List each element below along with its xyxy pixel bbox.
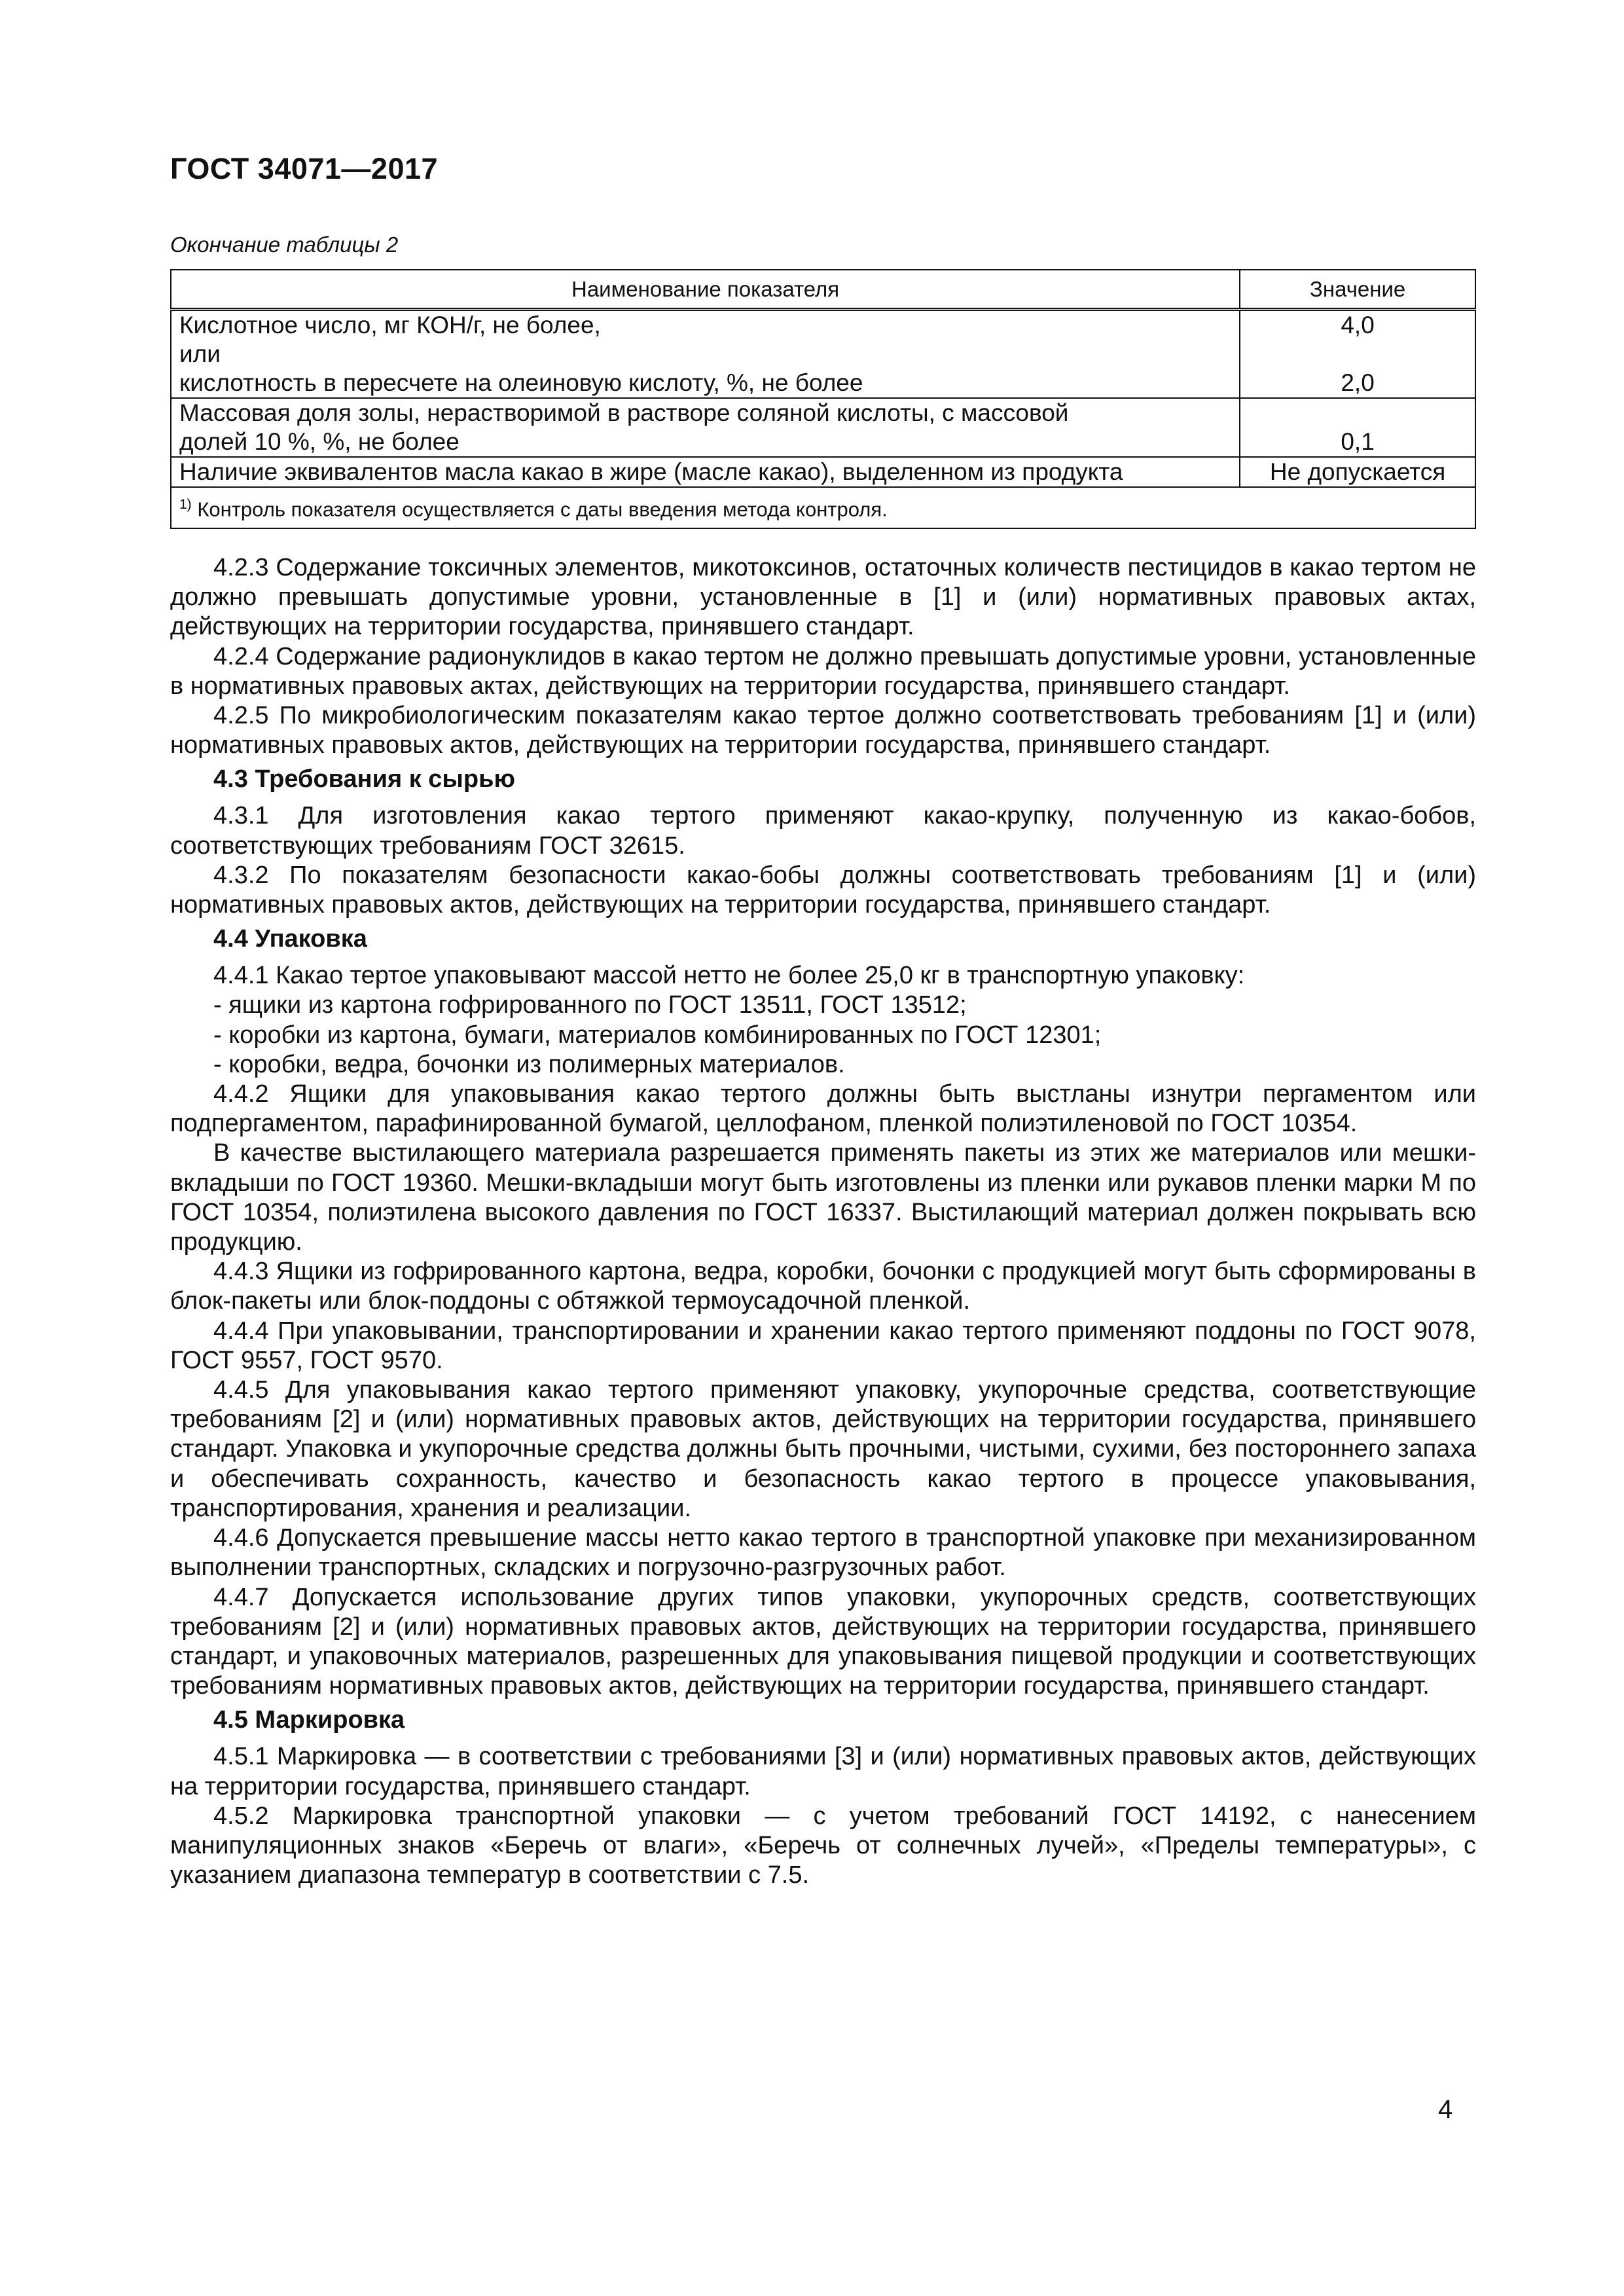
note-text: Контроль показателя осуществляется с даты введения метода контроля.	[197, 498, 888, 521]
table-cell-value: 0,1	[1240, 398, 1475, 457]
paragraph-4-5-2: 4.5.2 Маркировка транспортной упаковки — с учетом требований ГОСТ 14192, с нанесением манипуляционных знаков «Беречь от влаги», «Беречь от солнечных лучей», «Пределы температуры», с указанием диапазона температур в соответствии с 7.5.	[170, 1802, 1476, 1889]
cell-value: 4,0	[1341, 312, 1375, 338]
paragraph-4-4-2-continued: В качестве выстилающего материала разрешается применять пакеты из этих же материалов или мешки-вкладыши по ГОСТ 19360. Мешки-вкладыши могут быть изготовлены из пленки или рукавов пленки марки М по ГОСТ 10354, полиэтилена высокого давления по ГОСТ 16337. Выстилающий материал должен покрывать всю продукцию.	[170, 1139, 1476, 1256]
body-text	[170, 553, 1476, 1890]
list-item: - коробки, ведра, бочонки из полимерных материалов.	[213, 1050, 845, 1078]
paragraph-4-2-5: 4.2.5 По микробиологическим показателям какао тертое должно соответствовать требованиям [1] и (или) нормативных правовых актов, действующих на территории государства, принявшего стандарт.	[170, 702, 1476, 759]
paragraph-4-4-4: 4.4.4 При упаковывании, транспортировании и хранении какао тертого применяют поддоны по ГОСТ 9078, ГОСТ 9557, ГОСТ 9570.	[170, 1317, 1476, 1374]
indicators-table	[170, 269, 1476, 529]
paragraph-4-4-5: 4.4.5 Для упаковывания какао тертого применяют упаковку, укупорочные средства, соответствующие требованиям [2] и (или) нормативных правовых актов, действующих на территории государства, принявшего стандарт. Упаковка и укупорочные средства должны быть прочными, чистыми, сухими, без постороннего запаха и обеспечивать сохранность, качество и безопасность какао тертого в процессе упаковывания, транспортирования, хранения и реализации.	[170, 1376, 1476, 1522]
table-row	[171, 310, 1475, 399]
paragraph-4-4-6: 4.4.6 Допускается превышение массы нетто какао тертого в транспортной упаковке при механизированном выполнении транспортных, складских и погрузочно-разгрузочных работ.	[170, 1524, 1476, 1582]
table-cell-value	[1240, 310, 1475, 399]
section-heading-4-5: 4.5 Маркировка	[213, 1706, 405, 1734]
cell-line: кислотность в пересчете на олеиновую кислоту, %, не более	[179, 369, 863, 396]
table-cell-name: Наличие эквивалентов масла какао в жире (масле какао), выделенном из продукта	[171, 457, 1240, 487]
column-header-name: Наименование показателя	[171, 270, 1240, 310]
table-caption: Окончание таблицы 2	[170, 232, 399, 257]
paragraph-4-2-4: 4.2.4 Содержание радионуклидов в какао тертом не должно превышать допустимые уровни, установленные в нормативных правовых актах, действующих на территории государства, принявшего стандарт.	[170, 642, 1476, 700]
cell-line: долей 10 %, %, не более	[179, 428, 460, 455]
list-item: - коробки из картона, бумаги, материалов комбинированных по ГОСТ 12301;	[213, 1021, 1102, 1049]
list-item: - ящики из картона гофрированного по ГОСТ 13511, ГОСТ 13512;	[213, 991, 967, 1019]
cell-line: Массовая доля золы, нерастворимой в растворе соляной кислоты, с массовой	[179, 399, 1069, 426]
table-cell-value: Не допускается	[1240, 457, 1475, 487]
table-note-row	[171, 487, 1475, 528]
table-row	[171, 457, 1475, 487]
section-heading-4-3: 4.3 Требования к сырью	[213, 765, 515, 793]
paragraph-4-4-3: 4.4.3 Ящики из гофрированного картона, ведра, коробки, бочонки с продукцией могут быть сформированы в блок-пакеты или блок-поддоны с обтяжкой термоусадочной пленкой.	[170, 1258, 1476, 1315]
cell-line: или	[179, 340, 221, 367]
cell-line: Кислотное число, мг КОН/г, не более,	[179, 312, 601, 338]
cell-value-blank	[1248, 340, 1467, 369]
cell-value: 2,0	[1341, 369, 1375, 396]
table-note	[171, 487, 1475, 528]
paragraph-4-3-2: 4.3.2 По показателям безопасности какао-бобы должны соответствовать требованиям [1] и (или) нормативных правовых актов, действующих на территории государства, принявшего стандарт.	[170, 861, 1476, 919]
section-heading-4-4: 4.4 Упаковка	[213, 925, 367, 953]
document-id-header: ГОСТ 34071—2017	[170, 152, 439, 185]
paragraph-4-4-2: 4.4.2 Ящики для упаковывания какао тертого должны быть выстланы изнутри пергаментом или подпергаментом, парафинированной бумагой, целлофаном, пленкой полиэтиленовой по ГОСТ 10354.	[170, 1080, 1476, 1138]
table-header-row	[171, 270, 1475, 310]
note-mark: 1)	[179, 497, 192, 512]
column-header-value: Значение	[1240, 270, 1475, 310]
paragraph-4-5-1: 4.5.1 Маркировка — в соответствии с требованиями [3] и (или) нормативных правовых актов, действующих на территории государства, принявшего стандарт.	[170, 1743, 1476, 1800]
page-number: 4	[1438, 2095, 1453, 2124]
table-cell-name	[171, 310, 1240, 399]
paragraph-4-4-1: 4.4.1 Какао тертое упаковывают массой нетто не более 25,0 кг в транспортную упаковку:	[213, 962, 1245, 990]
paragraph-4-4-7: 4.4.7 Допускается использование других типов упаковки, укупорочных средств, соответствующих требованиям [2] и (или) нормативных правовых актов, действующих на территории государства, принявшего стандарт, и упаковочных материалов, разрешенных для упаковывания пищевой продукции и соответствующих требованиям нормативных правовых актов, действующих на территории государства, принявшего стандарт.	[170, 1583, 1476, 1700]
paragraph-4-2-3: 4.2.3 Содержание токсичных элементов, микотоксинов, остаточных количеств пестицидов в какао тертом не должно превышать допустимые уровни, установленные в [1] и (или) нормативных правовых актах, действующих на территории государства, принявшего стандарт.	[170, 554, 1476, 641]
table-row	[171, 398, 1475, 457]
paragraph-4-3-1: 4.3.1 Для изготовления какао тертого применяют какао-крупку, полученную из какао-бобов, соответствующих требованиям ГОСТ 32615.	[170, 802, 1476, 860]
table-cell-name	[171, 398, 1240, 457]
